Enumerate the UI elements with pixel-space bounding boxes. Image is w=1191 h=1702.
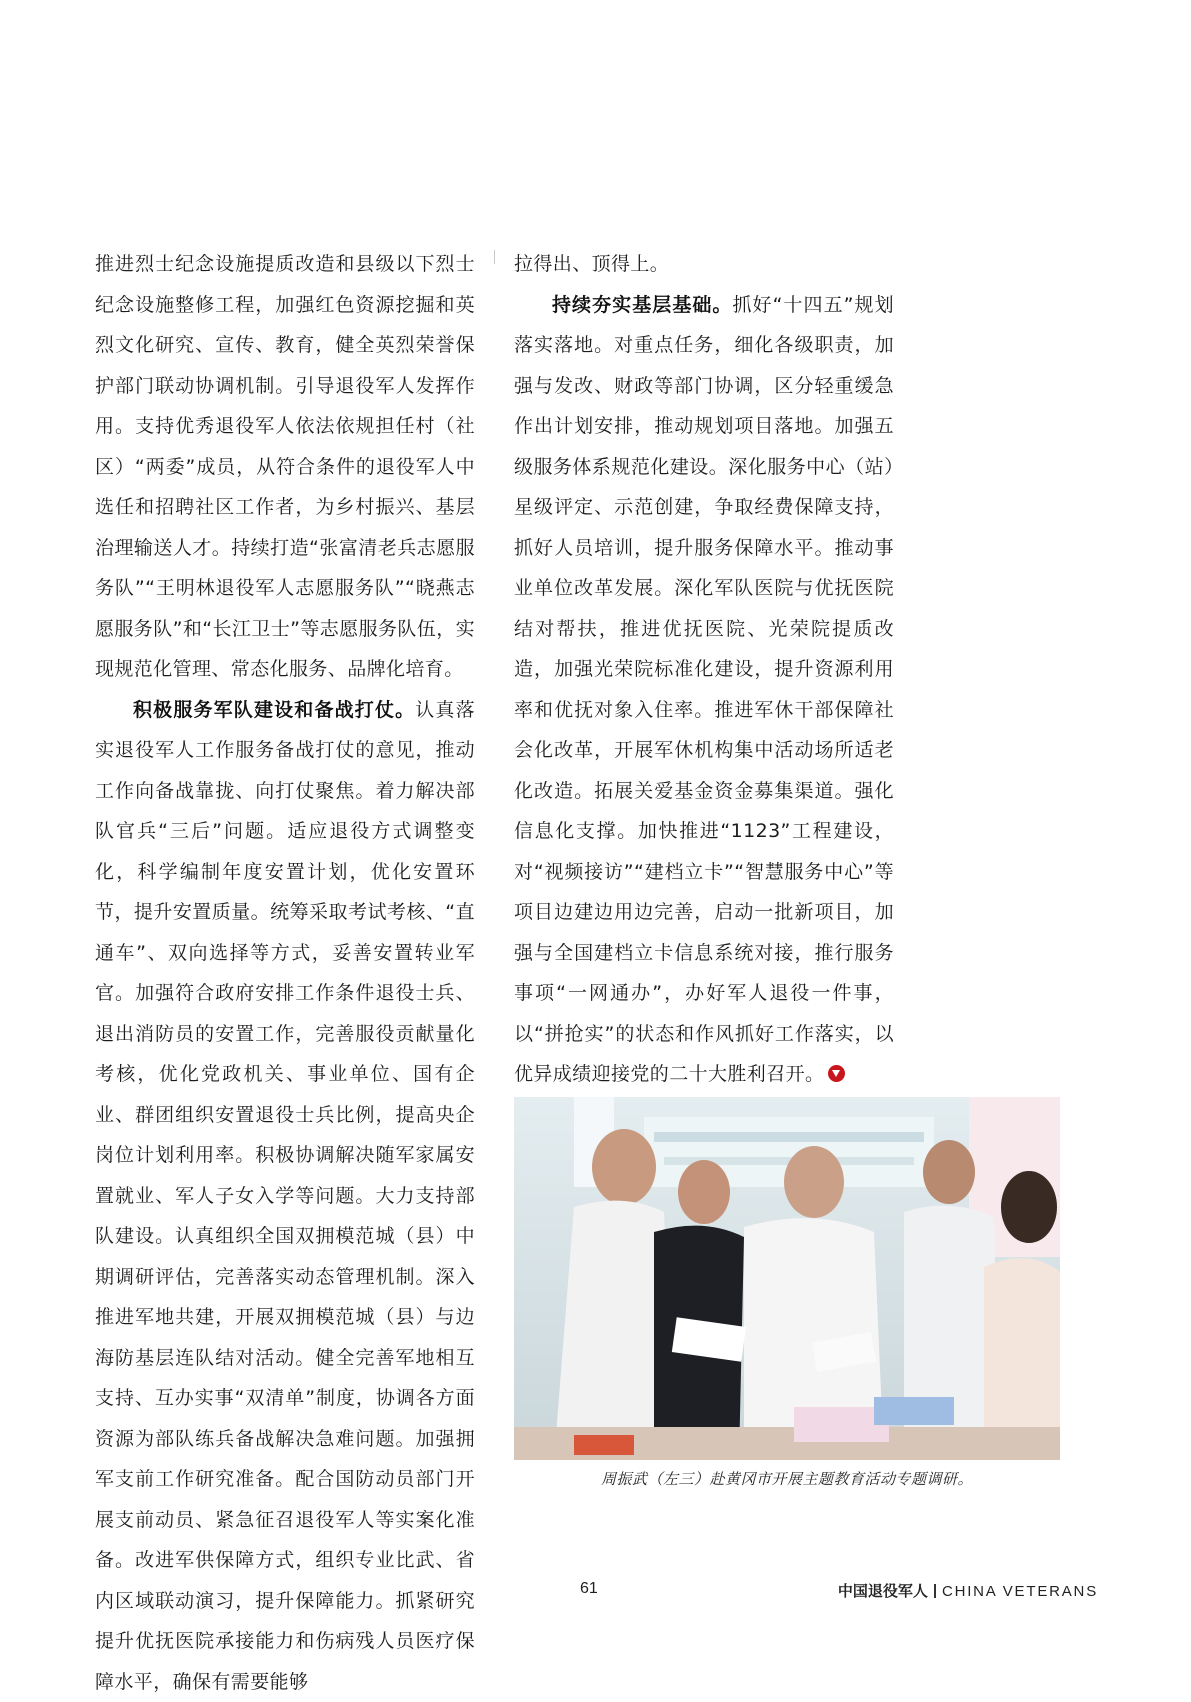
- section-heading-grassroots: 持续夯实基层基础。: [552, 294, 732, 316]
- paragraph-serve-military: [95, 690, 475, 1702]
- article-right-column: [514, 244, 894, 1095]
- column-divider: [494, 250, 495, 264]
- page-number: 61: [580, 1580, 598, 1598]
- paragraph-grassroots-body: 抓好“十四五”规划落实落地。对重点任务，细化各级职责，加强与发改、财政等部门协调，区分轻重缓急作出计划安排，推动规划项目落地。加强五级服务体系规范化建设。深化服务中心（站）星级评定、示范创建，争取经费保障支持，抓好人员培训，提升服务保障水平。推动事业单位改革发展。深化军队医院与优抚医院结对帮扶，推进优抚医院、光荣院提质改造，加强光荣院标准化建设，提升资源利用率和优抚对象入住率。推进军休干部保障社会化改革，开展军休机构集中活动场所适老化改造。拓展关爱基金资金募集渠道。强化信息化支撑。加快推进“1123”工程建设，对“视频接访”“建档立卡”“智慧服务中心”等项目边建边用边完善，启动一批新项目，加强与全国建档立卡信息系统对接，推行服务事项“一网通办”，办好军人退役一件事，以“拼抢实”的状态和作风抓好工作落实，以优异成绩迎接党的二十大胜利召开。: [514, 294, 894, 1086]
- article-left-column: [95, 244, 475, 1702]
- photo-caption: 周振武（左三）赴黄冈市开展主题教育活动专题调研。: [514, 1468, 1060, 1489]
- article-end-icon: [828, 1065, 845, 1082]
- magazine-masthead: [838, 1580, 1098, 1601]
- paragraph-martyrs-facilities: 推进烈士纪念设施提质改造和县级以下烈士纪念设施整修工程，加强红色资源挖掘和英烈文化研究、宣传、教育，健全英烈荣誉保护部门联动协调机制。引导退役军人发挥作用。支持优秀退役军人依法依规担任村（社区）“两委”成员，从符合条件的退役军人中选任和招聘社区工作者，为乡村振兴、基层治理输送人才。持续打造“张富清老兵志愿服务队”“王明林退役军人志愿服务队”“晓燕志愿服务队”和“长江卫士”等志愿服务队伍，实现规范化管理、常态化服务、品牌化培育。: [95, 244, 475, 690]
- magazine-name-en: CHINA VETERANS: [942, 1583, 1098, 1600]
- section-heading-serve-military: 积极服务军队建设和备战打仗。: [133, 699, 415, 721]
- paragraph-continuation: 拉得出、顶得上。: [514, 244, 894, 285]
- magazine-name-cn: 中国退役军人: [838, 1583, 928, 1600]
- masthead-separator: [934, 1584, 936, 1598]
- paragraph-grassroots: [514, 285, 894, 1095]
- news-photo: [514, 1097, 1060, 1460]
- paragraph-serve-military-body: 认真落实退役军人工作服务备战打仗的意见，推动工作向备战靠拢、向打仗聚焦。着力解决部队官兵“三后”问题。适应退役方式调整变化，科学编制年度安置计划，优化安置环节，提升安置质量。统筹采取考试考核、“直通车”、双向选择等方式，妥善安置转业军官。加强符合政府安排工作条件退役士兵、退出消防员的安置工作，完善服役贡献量化考核，优化党政机关、事业单位、国有企业、群团组织安置退役士兵比例，提高央企岗位计划利用率。积极协调解决随军家属安置就业、军人子女入学等问题。大力支持部队建设。认真组织全国双拥模范城（县）中期调研评估，完善落实动态管理机制。深入推进军地共建，开展双拥模范城（县）与边海防基层连队结对活动。健全完善军地相互支持、互办实事“双清单”制度，协调各方面资源为部队练兵备战解决急难问题。加强拥军支前工作研究准备。配合国防动员部门开展支前动员、紧急征召退役军人等实案化准备。改进军供保障方式，组织专业比武、省内区域联动演习，提升保障能力。抓紧研究提升优抚医院承接能力和伤病残人员医疗保障水平，确保有需要能够: [95, 699, 475, 1693]
